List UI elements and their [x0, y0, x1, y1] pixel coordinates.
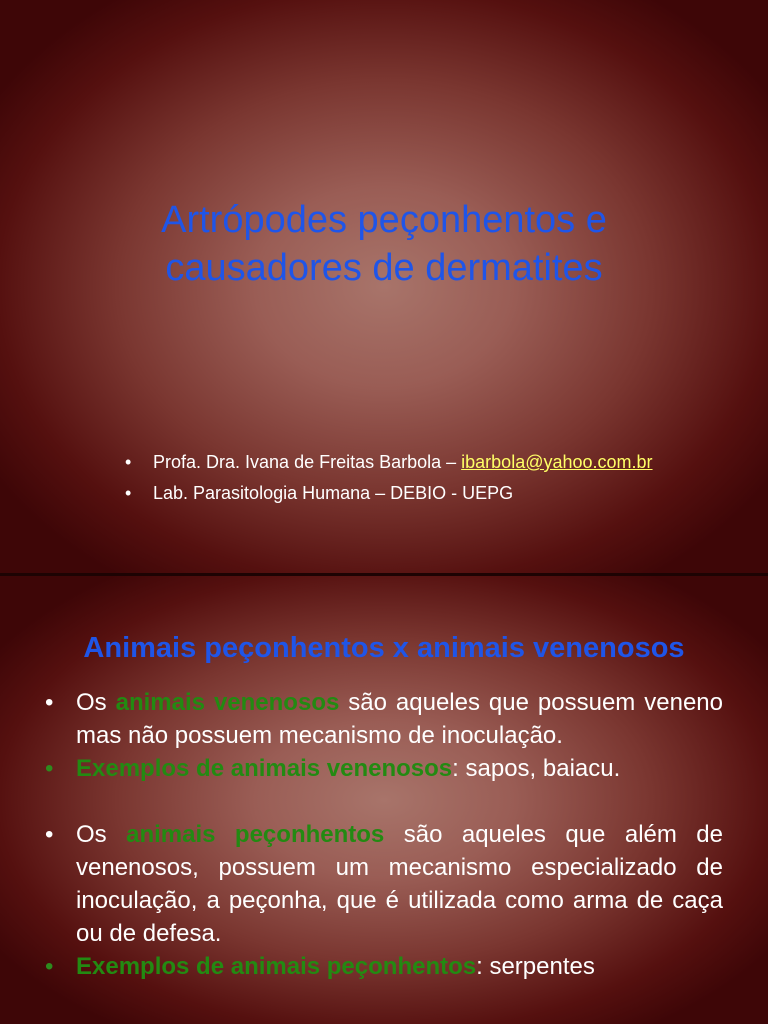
author-email-link[interactable]: ibarbola@yahoo.com.br [461, 452, 653, 472]
slide-content [0, 576, 768, 1024]
bullet-text: são aqueles que possuem veneno mas não possuem mecanismo de inoculação. [76, 689, 723, 749]
bullet-text: Os [76, 821, 127, 848]
content-bullet-list [45, 686, 723, 983]
bullet-text: Os [76, 689, 116, 716]
author-bullet [125, 450, 653, 481]
title-line-2: causadores de dermatites [165, 247, 603, 289]
highlight-term: animais peçonhentos [126, 821, 385, 848]
slide-title-heading [60, 196, 708, 292]
highlight-term: animais venenosos [115, 689, 340, 716]
highlight-term: Exemplos de animais peçonhentos [76, 953, 477, 980]
bullet-peconhentos-definition [45, 818, 723, 950]
author-text: Profa. Dra. Ivana de Freitas Barbola – [153, 452, 462, 472]
slide-content-heading: Animais peçonhentos x animais venenosos [83, 632, 685, 664]
lab-text: Lab. Parasitologia Humana – DEBIO - UEPG [153, 483, 514, 503]
highlight-term: Exemplos de animais venenosos [76, 755, 453, 782]
bullet-text: são aqueles que além de venenosos, possuem um mecanismo especializado de inoculação, a peçonha, que é utilizada como arma de caça ou de defesa. [76, 821, 723, 947]
lab-bullet [125, 481, 653, 512]
bullet-venenosos-examples [45, 752, 723, 785]
author-info-list [125, 450, 653, 512]
bullet-text: : serpentes [476, 953, 595, 980]
bullet-venenosos-definition [45, 686, 723, 752]
bullet-peconhentos-examples [45, 950, 723, 983]
title-line-1: Artrópodes peçonhentos e [161, 199, 607, 241]
bullet-text: : sapos, baiacu. [452, 755, 621, 782]
